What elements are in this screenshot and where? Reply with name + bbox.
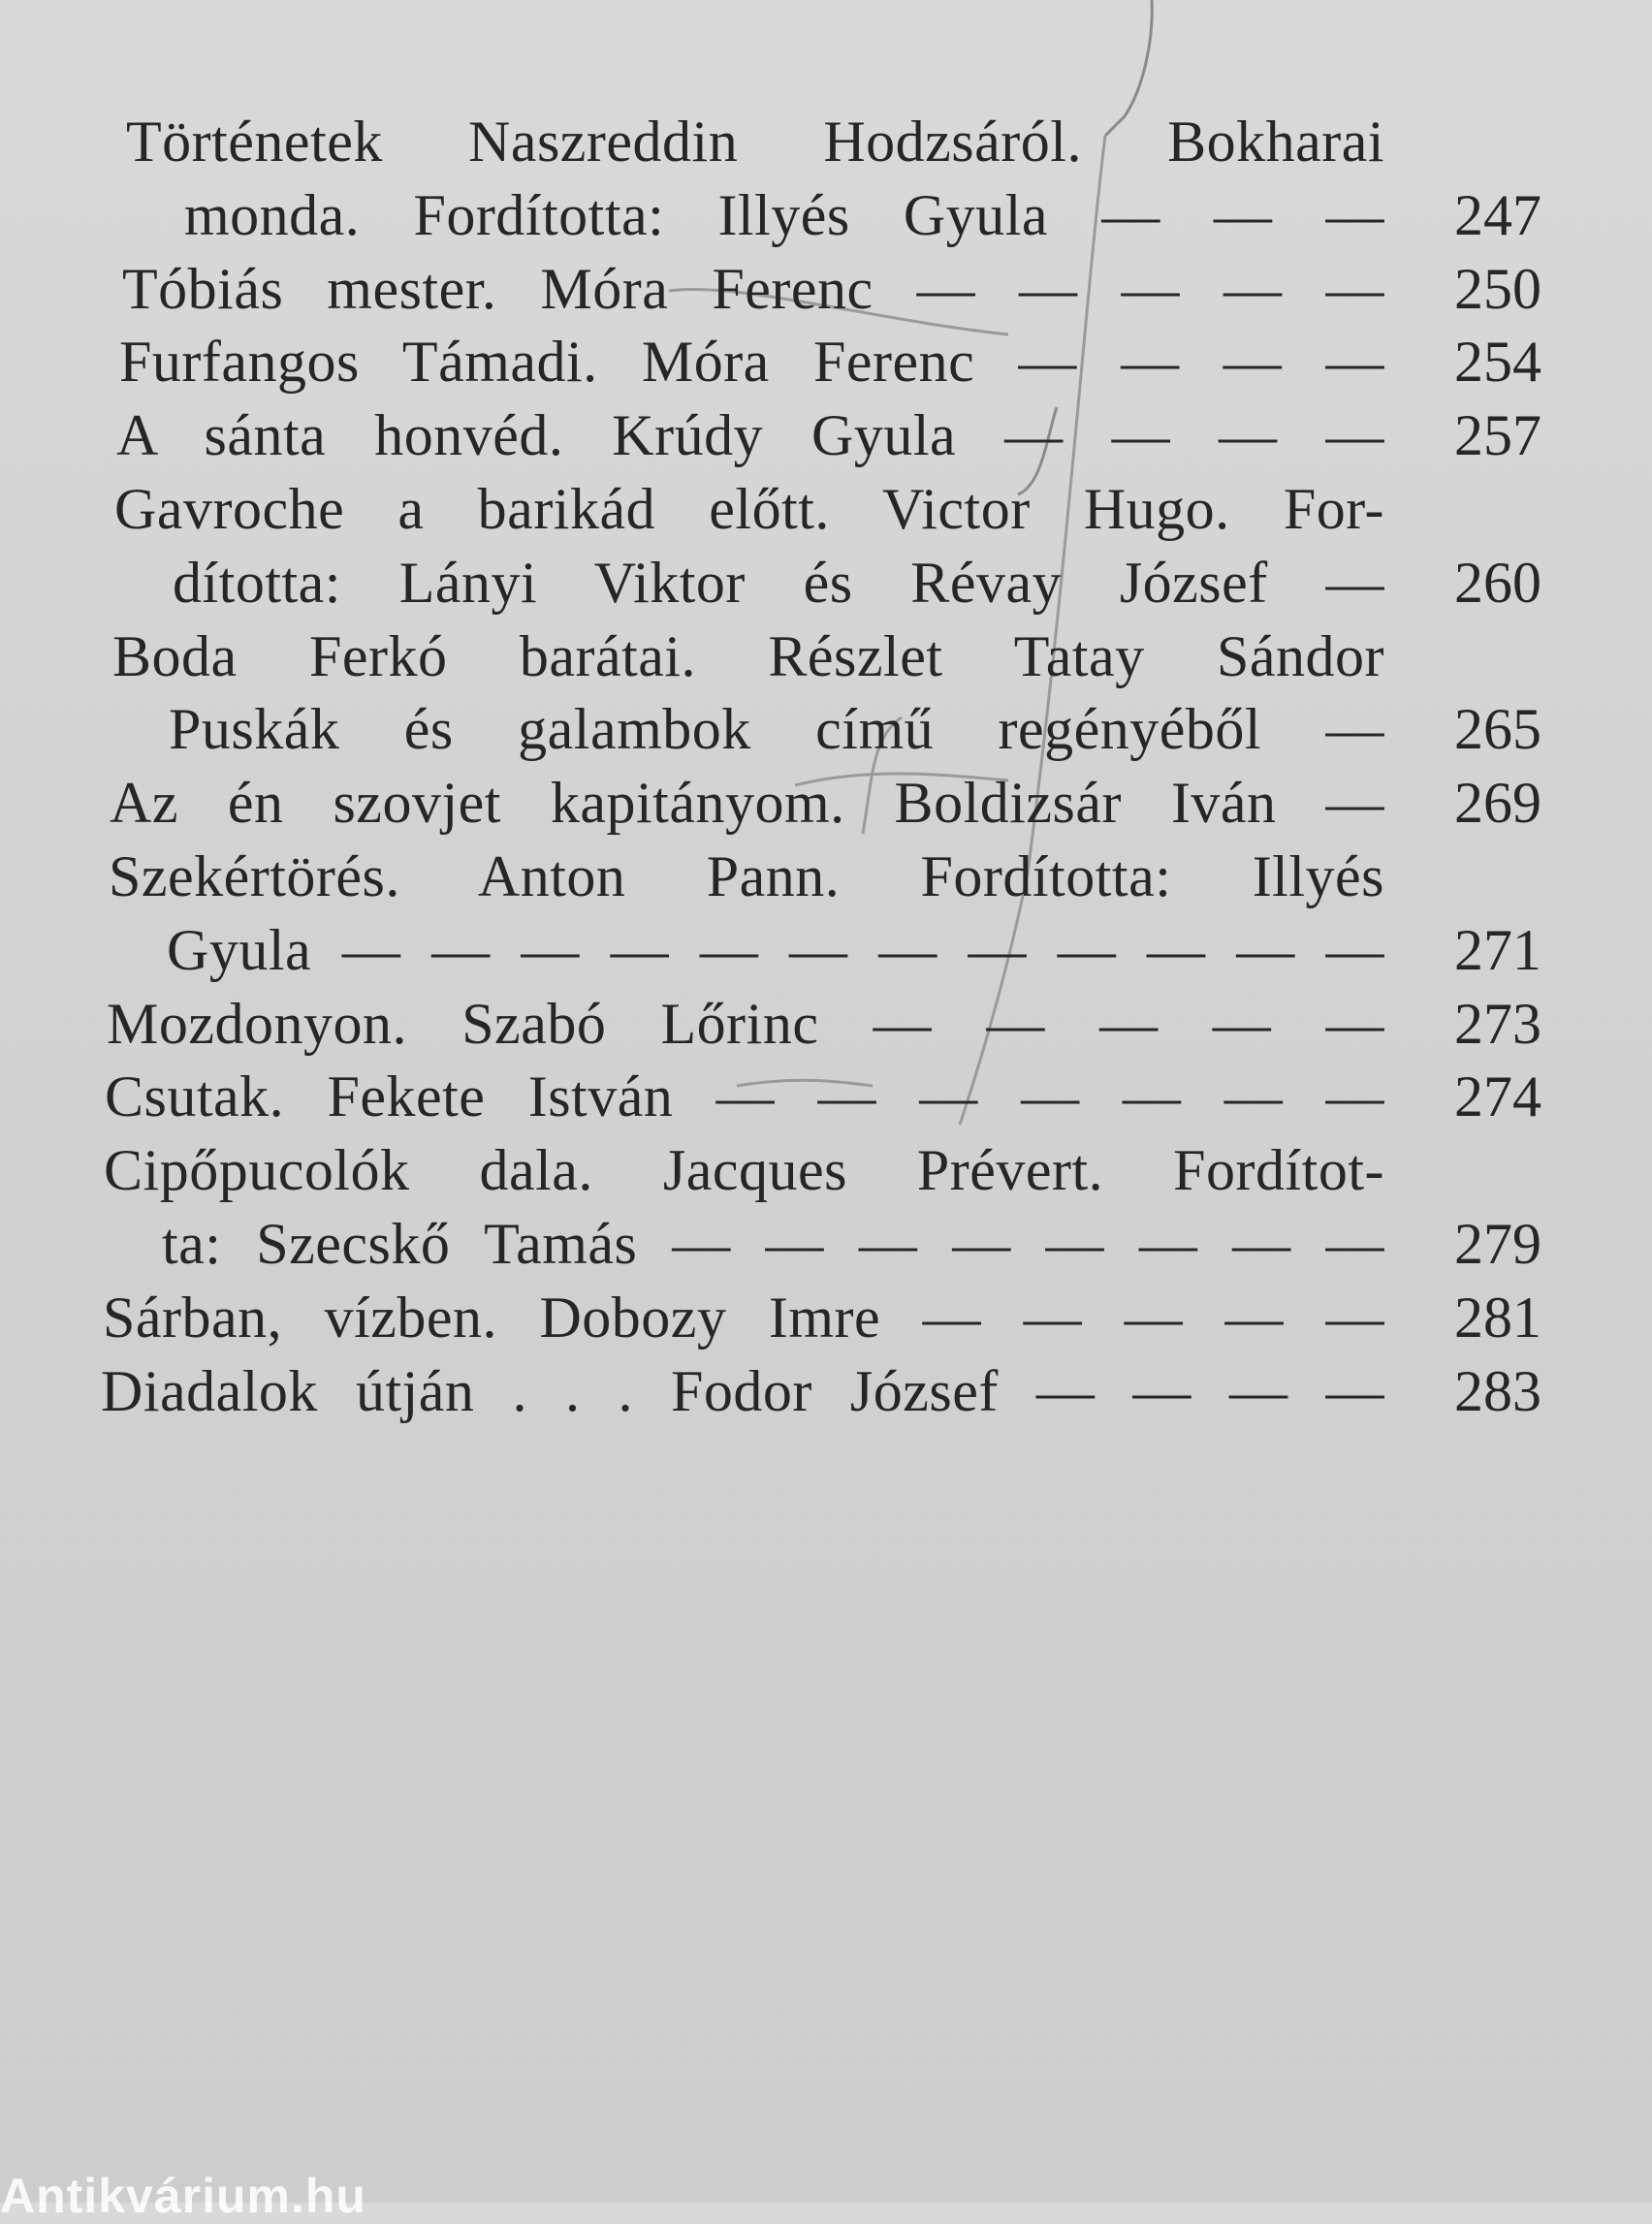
toc-line xyxy=(0,692,1541,766)
toc-line xyxy=(0,325,1541,398)
toc-entry-text: Sárban, vízben. Dobozy Imre — — — — — xyxy=(103,1285,1384,1350)
toc-entry-text: Az én szovjet kapitányom. Boldizsár Iván — xyxy=(110,771,1384,836)
toc-page-number: 265 xyxy=(1454,697,1541,762)
toc-entry-text: Puskák és galambok című regényéből — xyxy=(169,697,1384,762)
toc-line xyxy=(0,1207,1541,1281)
toc-page-number: 260 xyxy=(1454,550,1541,615)
toc-entry-text: A sánta honvéd. Krúdy Gyula — — — — xyxy=(116,403,1384,468)
toc-entry-text: Szekértörés. Anton Pann. Fordította: Illyés xyxy=(109,844,1384,908)
toc-line xyxy=(0,620,1541,693)
toc-entry-text: dította: Lányi Viktor és Révay József — xyxy=(173,550,1384,615)
toc-entry-text: Diadalok útján . . . Fodor József — — — — xyxy=(101,1358,1384,1423)
toc-line xyxy=(0,1354,1541,1428)
toc-entry-text: Csutak. Fekete István — — — — — — — xyxy=(105,1064,1384,1129)
watermark: Antikvárium.hu xyxy=(0,2169,366,2223)
toc-entry-text: Tóbiás mester. Móra Ferenc — — — — — xyxy=(122,256,1384,321)
toc-page-number: 250 xyxy=(1454,256,1541,321)
toc-line xyxy=(0,398,1541,472)
toc-entry-text: Mozdonyon. Szabó Lőrinc — — — — — xyxy=(107,991,1384,1056)
toc-page-number: 247 xyxy=(1454,182,1541,247)
toc-line xyxy=(0,546,1541,620)
toc-page-number: 279 xyxy=(1454,1212,1541,1276)
toc-entry-text: Gyula — — — — — — — — — — — — xyxy=(167,917,1384,982)
toc-line xyxy=(0,1281,1541,1354)
toc-line xyxy=(0,913,1541,987)
toc-page-number: 269 xyxy=(1454,771,1541,836)
toc-page-number: 257 xyxy=(1454,403,1541,468)
toc-line xyxy=(0,252,1541,326)
toc-entry-text: Történetek Naszreddin Hodzsáról. Bokharai xyxy=(126,110,1384,174)
toc-line xyxy=(0,1133,1541,1207)
toc-line xyxy=(0,105,1541,178)
toc-entry-text: Furfangos Támadi. Móra Ferenc — — — — xyxy=(119,330,1384,395)
toc-line xyxy=(0,178,1541,252)
toc-entry-text: ta: Szecskő Tamás — — — — — — — — xyxy=(162,1212,1384,1276)
toc-line xyxy=(0,766,1541,840)
toc-page-number: 271 xyxy=(1454,917,1541,982)
toc-page-number: 273 xyxy=(1454,991,1541,1056)
toc-line xyxy=(0,472,1541,546)
toc-line xyxy=(0,840,1541,913)
toc-line xyxy=(0,987,1541,1061)
toc-page-number: 283 xyxy=(1454,1358,1541,1423)
toc-entry-text: Gavroche a barikád előtt. Victor Hugo. For- xyxy=(114,477,1384,541)
toc-line xyxy=(0,1060,1541,1133)
toc-entry-text: Cipőpucolók dala. Jacques Prévert. Fordítot- xyxy=(104,1138,1384,1203)
toc-page-number: 254 xyxy=(1454,330,1541,395)
toc-page-number: 274 xyxy=(1454,1064,1541,1129)
toc-entry-text: Boda Ferkó barátai. Részlet Tatay Sándor xyxy=(112,623,1384,688)
toc-entry-text: monda. Fordította: Illyés Gyula — — — xyxy=(184,182,1384,247)
toc-page-number: 281 xyxy=(1454,1285,1541,1350)
